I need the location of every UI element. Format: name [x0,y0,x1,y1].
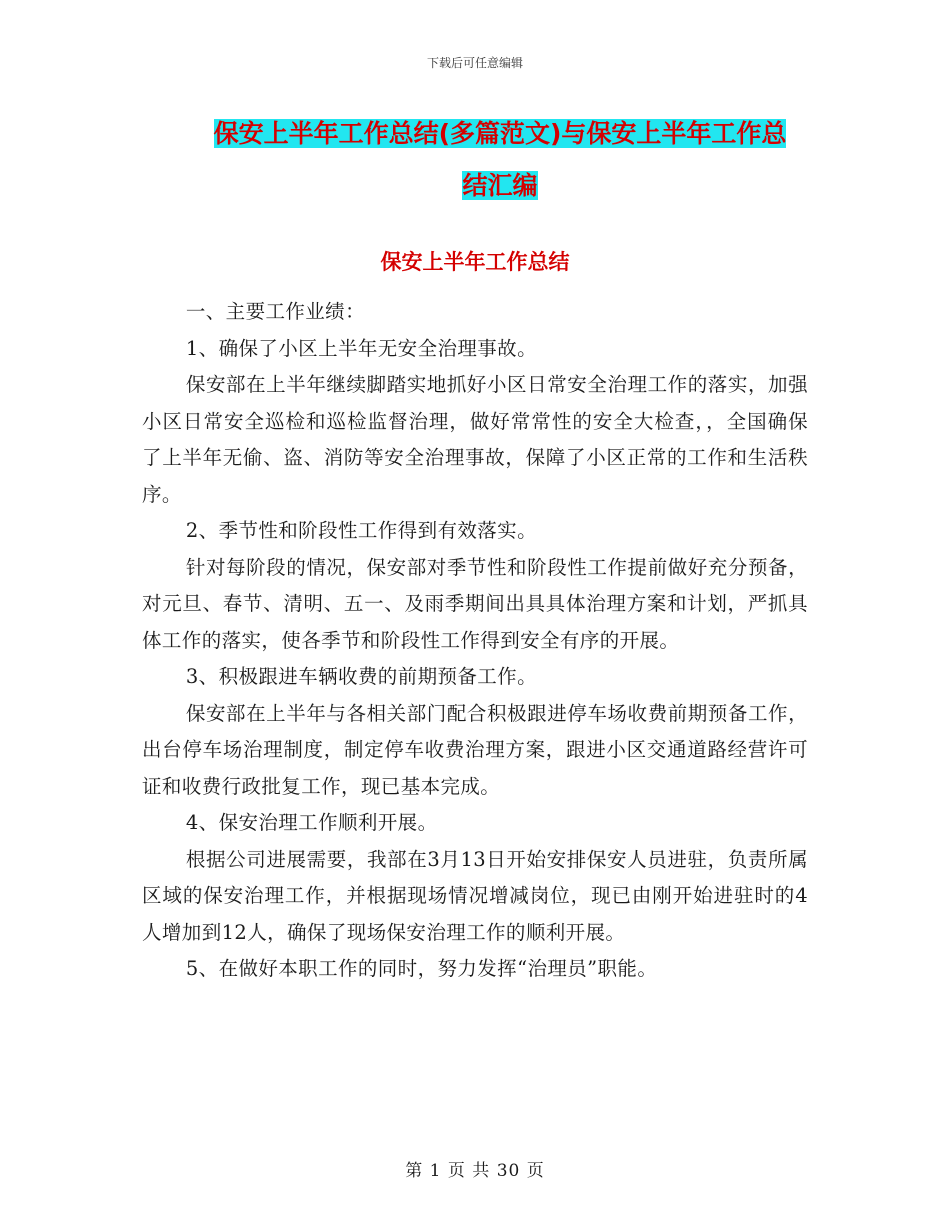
paragraph: 1、确保了小区上半年无安全治理事故。 [185,336,537,360]
paragraph: 一、主要工作业绩： [185,300,365,323]
document-body [142,294,808,988]
document-title [150,108,850,212]
paragraph: 针对每阶段的情况，保安部对季节性和阶段性工作提前做好充分预备，对元旦、春节、清明、五一、及雨季期间出具具体治理方案和计划，严抓具体工作的落实，使各季节和阶段性工作得到安全有序的开展。 [142,555,808,652]
page-footer: 第 1 页 共 30 页 [405,1161,545,1181]
paragraph: 保安部在上半年继续脚踏实地抓好小区日常安全治理工作的落实，加强小区日常安全巡检和巡检监督治理，做好常常性的安全大检查，，全国确保了上半年无偷、盗、消防等安全治理事故，保障了小区正常的工作和生活秩序。 [142,373,808,506]
document-title-line-2: 结汇编 [462,171,538,200]
paragraph: 5、在做好本职工作的同时，努力发挥“治理员”职能。 [185,957,658,980]
paragraph: 根据公司进展需要，我部在3月13日开始安排保安人员进驻，负责所属区域的保安治理工作，并根据现场情况增减岗位，现已由刚开始进驻时的4人增加到12人，确保了现场保安治理工作的顺利开展。 [142,847,808,944]
section-title: 保安上半年工作总结 [380,250,570,274]
header-note: 下载后可任意编辑 [426,56,523,70]
paragraph: 3、积极跟进车辆收费的前期预备工作。 [185,665,537,688]
paragraph: 4、保安治理工作顺利开展。 [185,811,438,834]
document-title-line-1: 保安上半年工作总结(多篇范文)与保安上半年工作总 [213,119,787,148]
paragraph: 保安部在上半年与各相关部门配合积极跟进停车场收费前期预备工作，出台停车场治理制度，制定停车收费治理方案，跟进小区交通道路经营许可证和收费行政批复工作，现已基本完成。 [142,701,808,798]
paragraph: 2、季节性和阶段性工作得到有效落实。 [185,519,537,542]
